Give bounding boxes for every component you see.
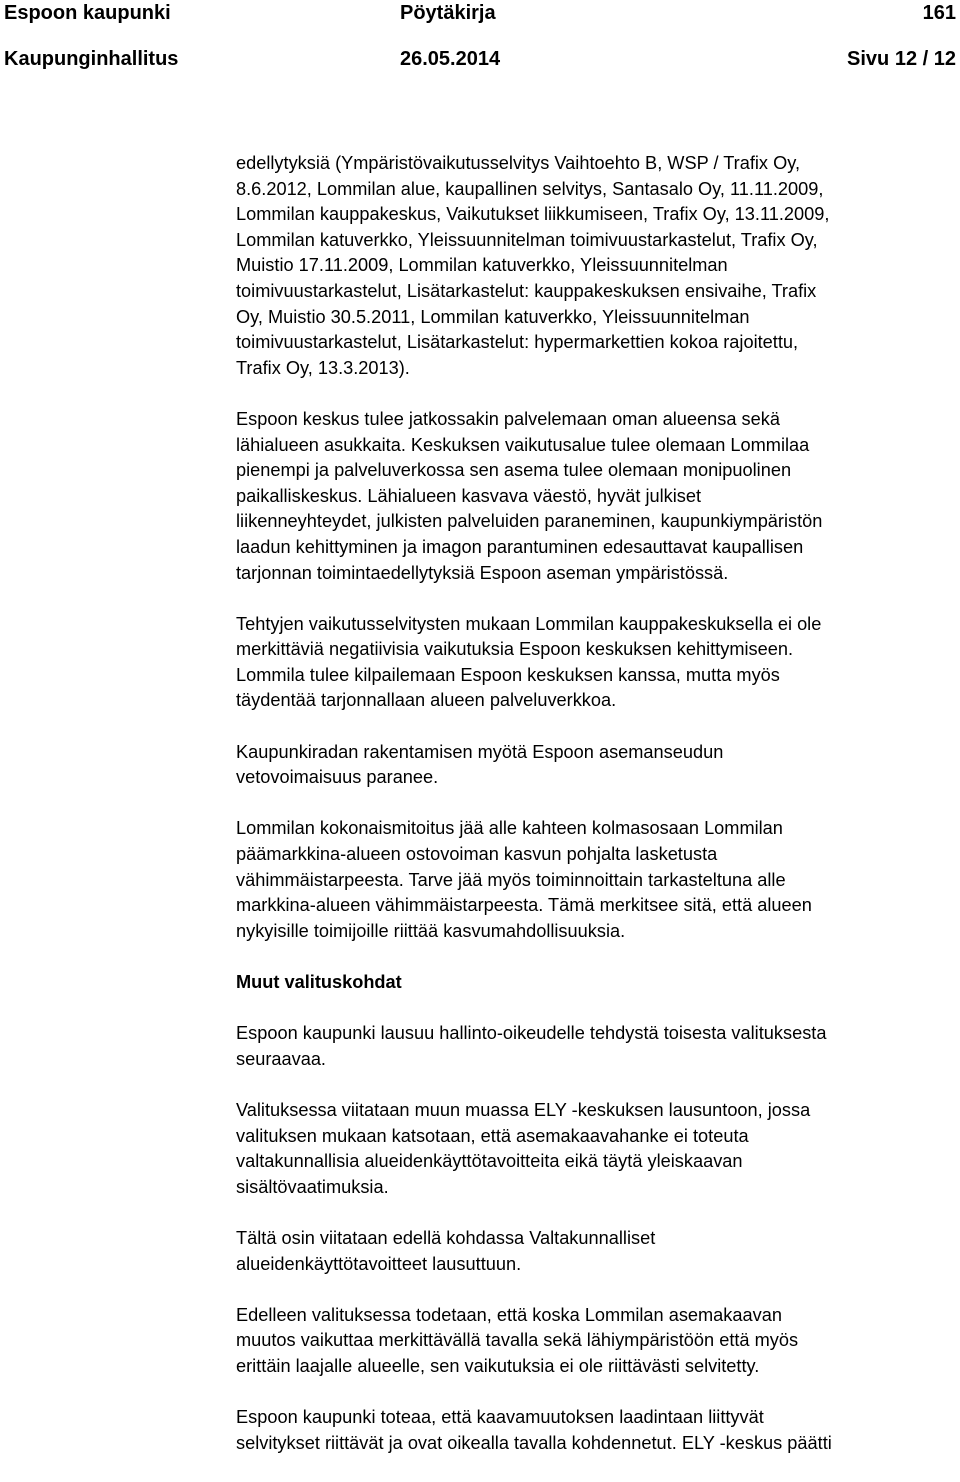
text-line: Trafix Oy, 13.3.2013). [236,357,410,378]
text-line: Muistio 17.11.2009, Lommilan katuverkko, Yleissuunnitelman [236,255,728,276]
text-line: tarjonnan toimintaedellytyksiä Espoon aseman ympäristössä. [236,562,729,583]
text-line: muutos vaikuttaa merkittävällä tavalla sekä lähiympäristöön että myös [236,1330,799,1351]
section-number: 161 [922,2,956,24]
paragraph-surveys [236,1405,956,1456]
text-line: valtakunnallisia alueidenkäyttötavoitteita eikä täytä yleiskaavan [236,1151,743,1172]
text-line: valituksen mukaan katsotaan, että asemakaavahanke ei toteuta [236,1125,749,1146]
text-line: Edelleen valituksessa todetaan, että koska Lommilan asemakaavan [236,1304,782,1325]
text-line: vetovoimaisuus paranee. [236,767,439,788]
document-type: Pöytäkirja [400,2,496,24]
text-line: Valituksessa viitataan muun muassa ELY -keskuksen lausuntoon, jossa [236,1099,811,1120]
text-line: Lommilan katuverkko, Yleissuunnitelman toimivuustarkastelut, Trafix Oy, [236,229,818,250]
text-line: päämarkkina-alueen ostovoiman kasvun pohjalta lasketusta [236,844,718,865]
governing-body: Kaupunginhallitus [4,48,179,70]
header-row-bottom [0,46,960,72]
text-line: Espoon keskus tulee jatkossakin palvelemaan oman alueensa sekä [236,408,780,429]
text-line: Lommilan kokonaismitoitus jää alle kahteen kolmasosaan Lommilan [236,818,783,839]
text-line: pienempi ja palveluverkossa sen asema tulee olemaan monipuolinen [236,460,792,481]
text-line: erittäin laajalle alueelle, sen vaikutuksia ei ole riittävästi selvitetty. [236,1355,760,1376]
section-heading: Muut valituskohdat [236,972,402,992]
text-line: Kaupunkiradan rakentamisen myötä Espoon asemanseudun [236,741,724,762]
text-line: edellytyksiä (Ympäristövaikutusselvitys Vaihtoehto B, WSP / Trafix Oy, [236,153,801,173]
text-line: Tältä osin viitataan edellä kohdassa Valtakunnalliset [236,1227,656,1248]
paragraph-dimensioning [236,816,956,944]
text-line: 8.6.2012, Lommilan alue, kaupallinen selvitys, Santasalo Oy, 11.11.2009, [236,178,824,199]
page-number: Sivu 12 / 12 [847,48,956,70]
organization-name: Espoon kaupunki [4,2,171,24]
text-line: Oy, Muistio 30.5.2011, Lommilan katuverkko, Yleissuunnitelman [236,306,750,327]
paragraph-espoo-centre [236,407,956,586]
text-line: täydentää tarjonnallaan alueen palveluverkkoa. [236,690,617,711]
text-line: markkina-alueen vähimmäistarpeesta. Tämä merkitsee sitä, että alueen [236,895,812,916]
paragraph-impact-studies [236,612,956,714]
document-body [236,151,956,1482]
text-line: sisältövaatimuksia. [236,1176,389,1197]
text-line: alueidenkäyttötavoitteet lausuttuun. [236,1253,522,1274]
text-line: Lommila tulee kilpailemaan Espoon keskuksen kanssa, mutta myös [236,664,780,685]
text-line: vähimmäistarpeesta. Tarve jää myös toiminnoittain tarkasteltuna alle [236,869,786,890]
text-line: paikalliskeskus. Lähialueen kasvava väestö, hyvät julkiset [236,485,702,506]
paragraph-ely-statement [236,1098,956,1200]
text-line: Tehtyjen vaikutusselvitysten mukaan Lommilan kauppakeskuksella ei ole [236,613,822,634]
text-line: merkittäviä negatiivisia vaikutuksia Espoon keskuksen kehittymiseen. [236,639,794,660]
meeting-date: 26.05.2014 [400,48,501,70]
text-line: Lommilan kauppakeskus, Vaikutukset liikkumiseen, Trafix Oy, 13.11.2009, [236,204,830,225]
text-line: Espoon kaupunki lausuu hallinto-oikeudelle tehdystä toisesta valituksesta [236,1023,827,1044]
text-line: selvitykset riittävät ja ovat oikealla tavalla kohdennetut. ELY -keskus päätti [236,1432,832,1453]
text-line: lähialueen asukkaita. Keskuksen vaikutusalue tulee olemaan Lommilaa [236,434,810,455]
text-line: seuraavaa. [236,1048,326,1069]
paragraph-references [236,151,956,381]
paragraph-impact-assessment [236,1303,956,1380]
text-line: nykyisille toimijoille riittää kasvumahdollisuuksia. [236,920,626,941]
text-line: Espoon kaupunki toteaa, että kaavamuutoksen laadintaan liittyvät [236,1407,764,1428]
paragraph-city-rail [236,740,956,791]
text-line: toimivuustarkastelut, Lisätarkastelut: hypermarkettien kokoa rajoitettu, [236,332,799,353]
text-line: liikenneyhteydet, julkisten palveluiden paraneminen, kaupunkiympäristön [236,511,823,532]
text-line: toimivuustarkastelut, Lisätarkastelut: kauppakeskuksen ensivaihe, Trafix [236,280,817,301]
text-line: laadun kehittyminen ja imagon parantuminen edesauttavat kaupallisen [236,536,804,557]
header-row-top [0,0,960,26]
paragraph-second-appeal [236,1021,956,1072]
paragraph-reference [236,1226,956,1277]
